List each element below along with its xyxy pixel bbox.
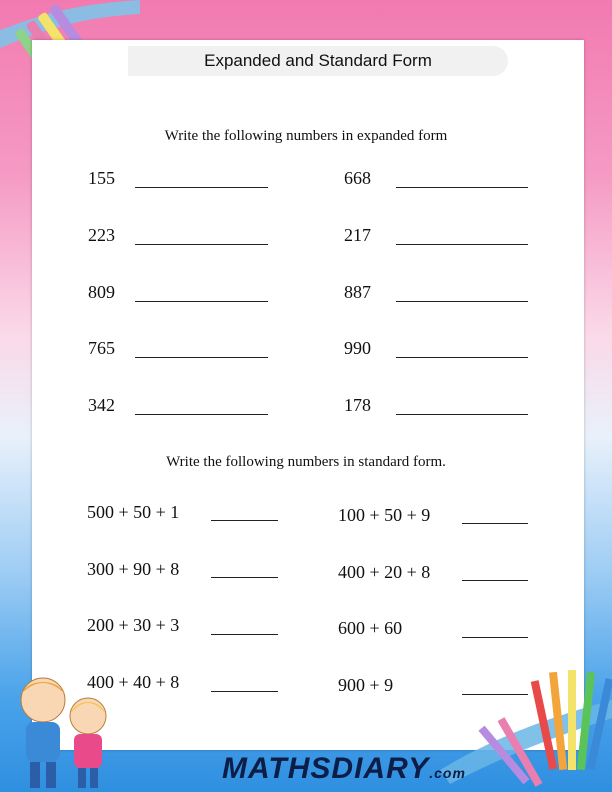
- answer-line: [135, 414, 268, 415]
- section1-instruction: Write the following numbers in expanded form: [164, 128, 448, 144]
- expanded-number: 155: [88, 168, 115, 188]
- title-bar: [128, 46, 508, 76]
- expanded-number: 668: [344, 168, 371, 188]
- standard-expression: 200 + 30 + 3: [87, 615, 180, 635]
- standard-expression: 600 + 60: [338, 618, 403, 638]
- expanded-number: 887: [344, 282, 371, 302]
- answer-line: [135, 187, 268, 188]
- expanded-number: 765: [88, 338, 115, 358]
- expanded-number: 217: [344, 225, 371, 245]
- answer-line: [396, 414, 528, 415]
- answer-line: [462, 637, 528, 638]
- expanded-number: 990: [344, 338, 371, 358]
- answer-line: [396, 357, 528, 358]
- children-illustration: [8, 672, 128, 792]
- answer-line: [462, 580, 528, 581]
- answer-line: [135, 357, 268, 358]
- answer-line: [211, 634, 278, 635]
- expanded-number: 223: [88, 225, 115, 245]
- section2-instruction: Write the following numbers in standard form.: [166, 454, 446, 470]
- answer-line: [211, 691, 278, 692]
- brand-logo: [222, 752, 466, 786]
- expanded-number: 809: [88, 282, 115, 302]
- answer-line: [135, 301, 268, 302]
- standard-expression: 400 + 40 + 8: [87, 672, 180, 692]
- standard-expression: 400 + 20 + 8: [338, 562, 431, 582]
- brand-suffix: .com: [429, 765, 466, 781]
- page-title: Expanded and Standard Form: [204, 51, 432, 70]
- answer-line: [135, 244, 268, 245]
- answer-line: [396, 301, 528, 302]
- answer-line: [462, 523, 528, 524]
- answer-line: [211, 520, 278, 521]
- brand-main: MATHSDIARY: [222, 752, 430, 785]
- expanded-number: 342: [88, 395, 115, 415]
- standard-expression: 300 + 90 + 8: [87, 559, 180, 579]
- answer-line: [211, 577, 278, 578]
- expanded-number: 178: [344, 395, 371, 415]
- standard-expression: 500 + 50 + 1: [87, 502, 180, 522]
- answer-line: [396, 244, 528, 245]
- answer-line: [396, 187, 528, 188]
- standard-expression: 100 + 50 + 9: [338, 505, 431, 525]
- standard-expression: 900 + 9: [338, 675, 394, 695]
